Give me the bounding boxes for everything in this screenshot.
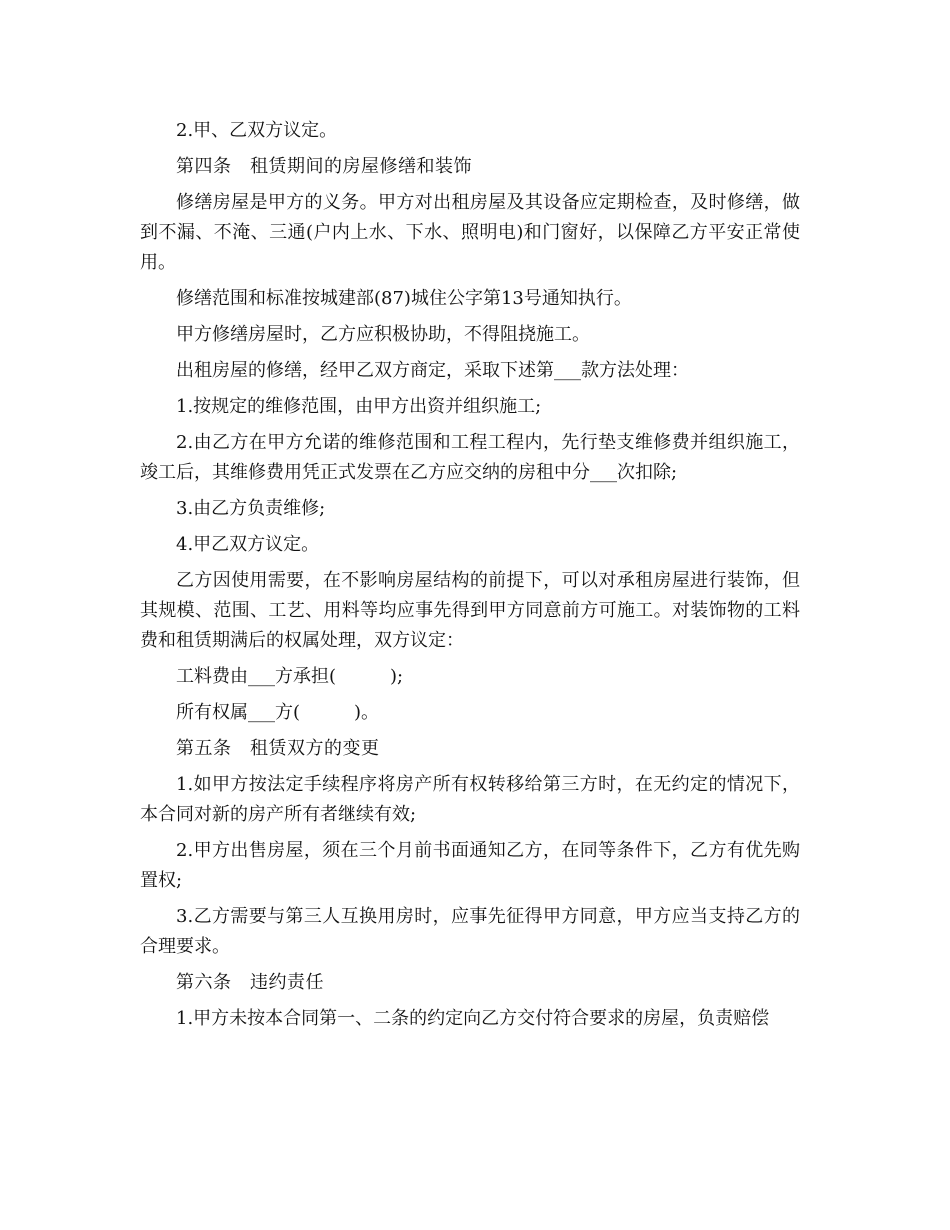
paragraph-method-3: 3.由乙方负责维修; — [176, 498, 326, 519]
paragraph-method-2: 2.由乙方在甲方允诺的维修范围和工程工程内，先行垫支维修费并组织施工，竣工后，其维修费用凭正式发票在乙方应交纳的房租中分___次扣除; — [140, 432, 800, 483]
paragraph-material-cost: 工料费由___方承担( ); — [176, 666, 404, 687]
paragraph-breach-1: 1.甲方未按本合同第一、二条的约定向乙方交付符合要求的房屋，负责赔偿 — [176, 1008, 770, 1029]
article-5-heading: 第五条 租赁双方的变更 — [176, 738, 380, 759]
paragraph-change-2: 2.甲方出售房屋，须在三个月前书面通知乙方，在同等条件下，乙方有优先购置权; — [140, 840, 800, 891]
paragraph-repair-cooperation: 甲方修缮房屋时，乙方应积极协助，不得阻挠施工。 — [176, 324, 590, 345]
paragraph-method-1: 1.按规定的维修范围，由甲方出资并组织施工; — [176, 396, 542, 417]
paragraph-repair-method: 出租房屋的修缮，经甲乙双方商定，采取下述第___款方法处理： — [176, 360, 689, 381]
paragraph-change-1: 1.如甲方按法定手续程序将房产所有权转移给第三方时，在无约定的情况下，本合同对新的房产所有者继续有效; — [140, 774, 800, 825]
paragraph-ownership: 所有权属___方( )。 — [176, 702, 380, 723]
paragraph-repair-standard: 修缮范围和标准按城建部(87)城住公字第13号通知执行。 — [176, 288, 632, 309]
paragraph-method-4: 4.甲乙双方议定。 — [176, 534, 320, 555]
paragraph-repair-duty: 修缮房屋是甲方的义务。甲方对出租房屋及其设备应定期检查，及时修缮，做到不漏、不淹、三通(户内上水、下水、照明电)和门窗好，以保障乙方平安正常使用。 — [140, 192, 800, 273]
paragraph-decoration: 乙方因使用需要，在不影响房屋结构的前提下，可以对承租房屋进行装饰，但其规模、范围、工艺、用料等均应事先得到甲方同意前方可施工。对装饰物的工料费和租赁期满后的权属处理，双方议定： — [140, 570, 800, 651]
article-6-heading: 第六条 违约责任 — [176, 972, 324, 993]
article-4-heading: 第四条 租赁期间的房屋修缮和装饰 — [176, 156, 472, 177]
paragraph-clause-2: 2.甲、乙双方议定。 — [176, 120, 338, 141]
document-body — [140, 116, 800, 1040]
paragraph-change-3: 3.乙方需要与第三人互换用房时，应事先征得甲方同意，甲方应当支持乙方的合理要求。 — [140, 906, 800, 957]
